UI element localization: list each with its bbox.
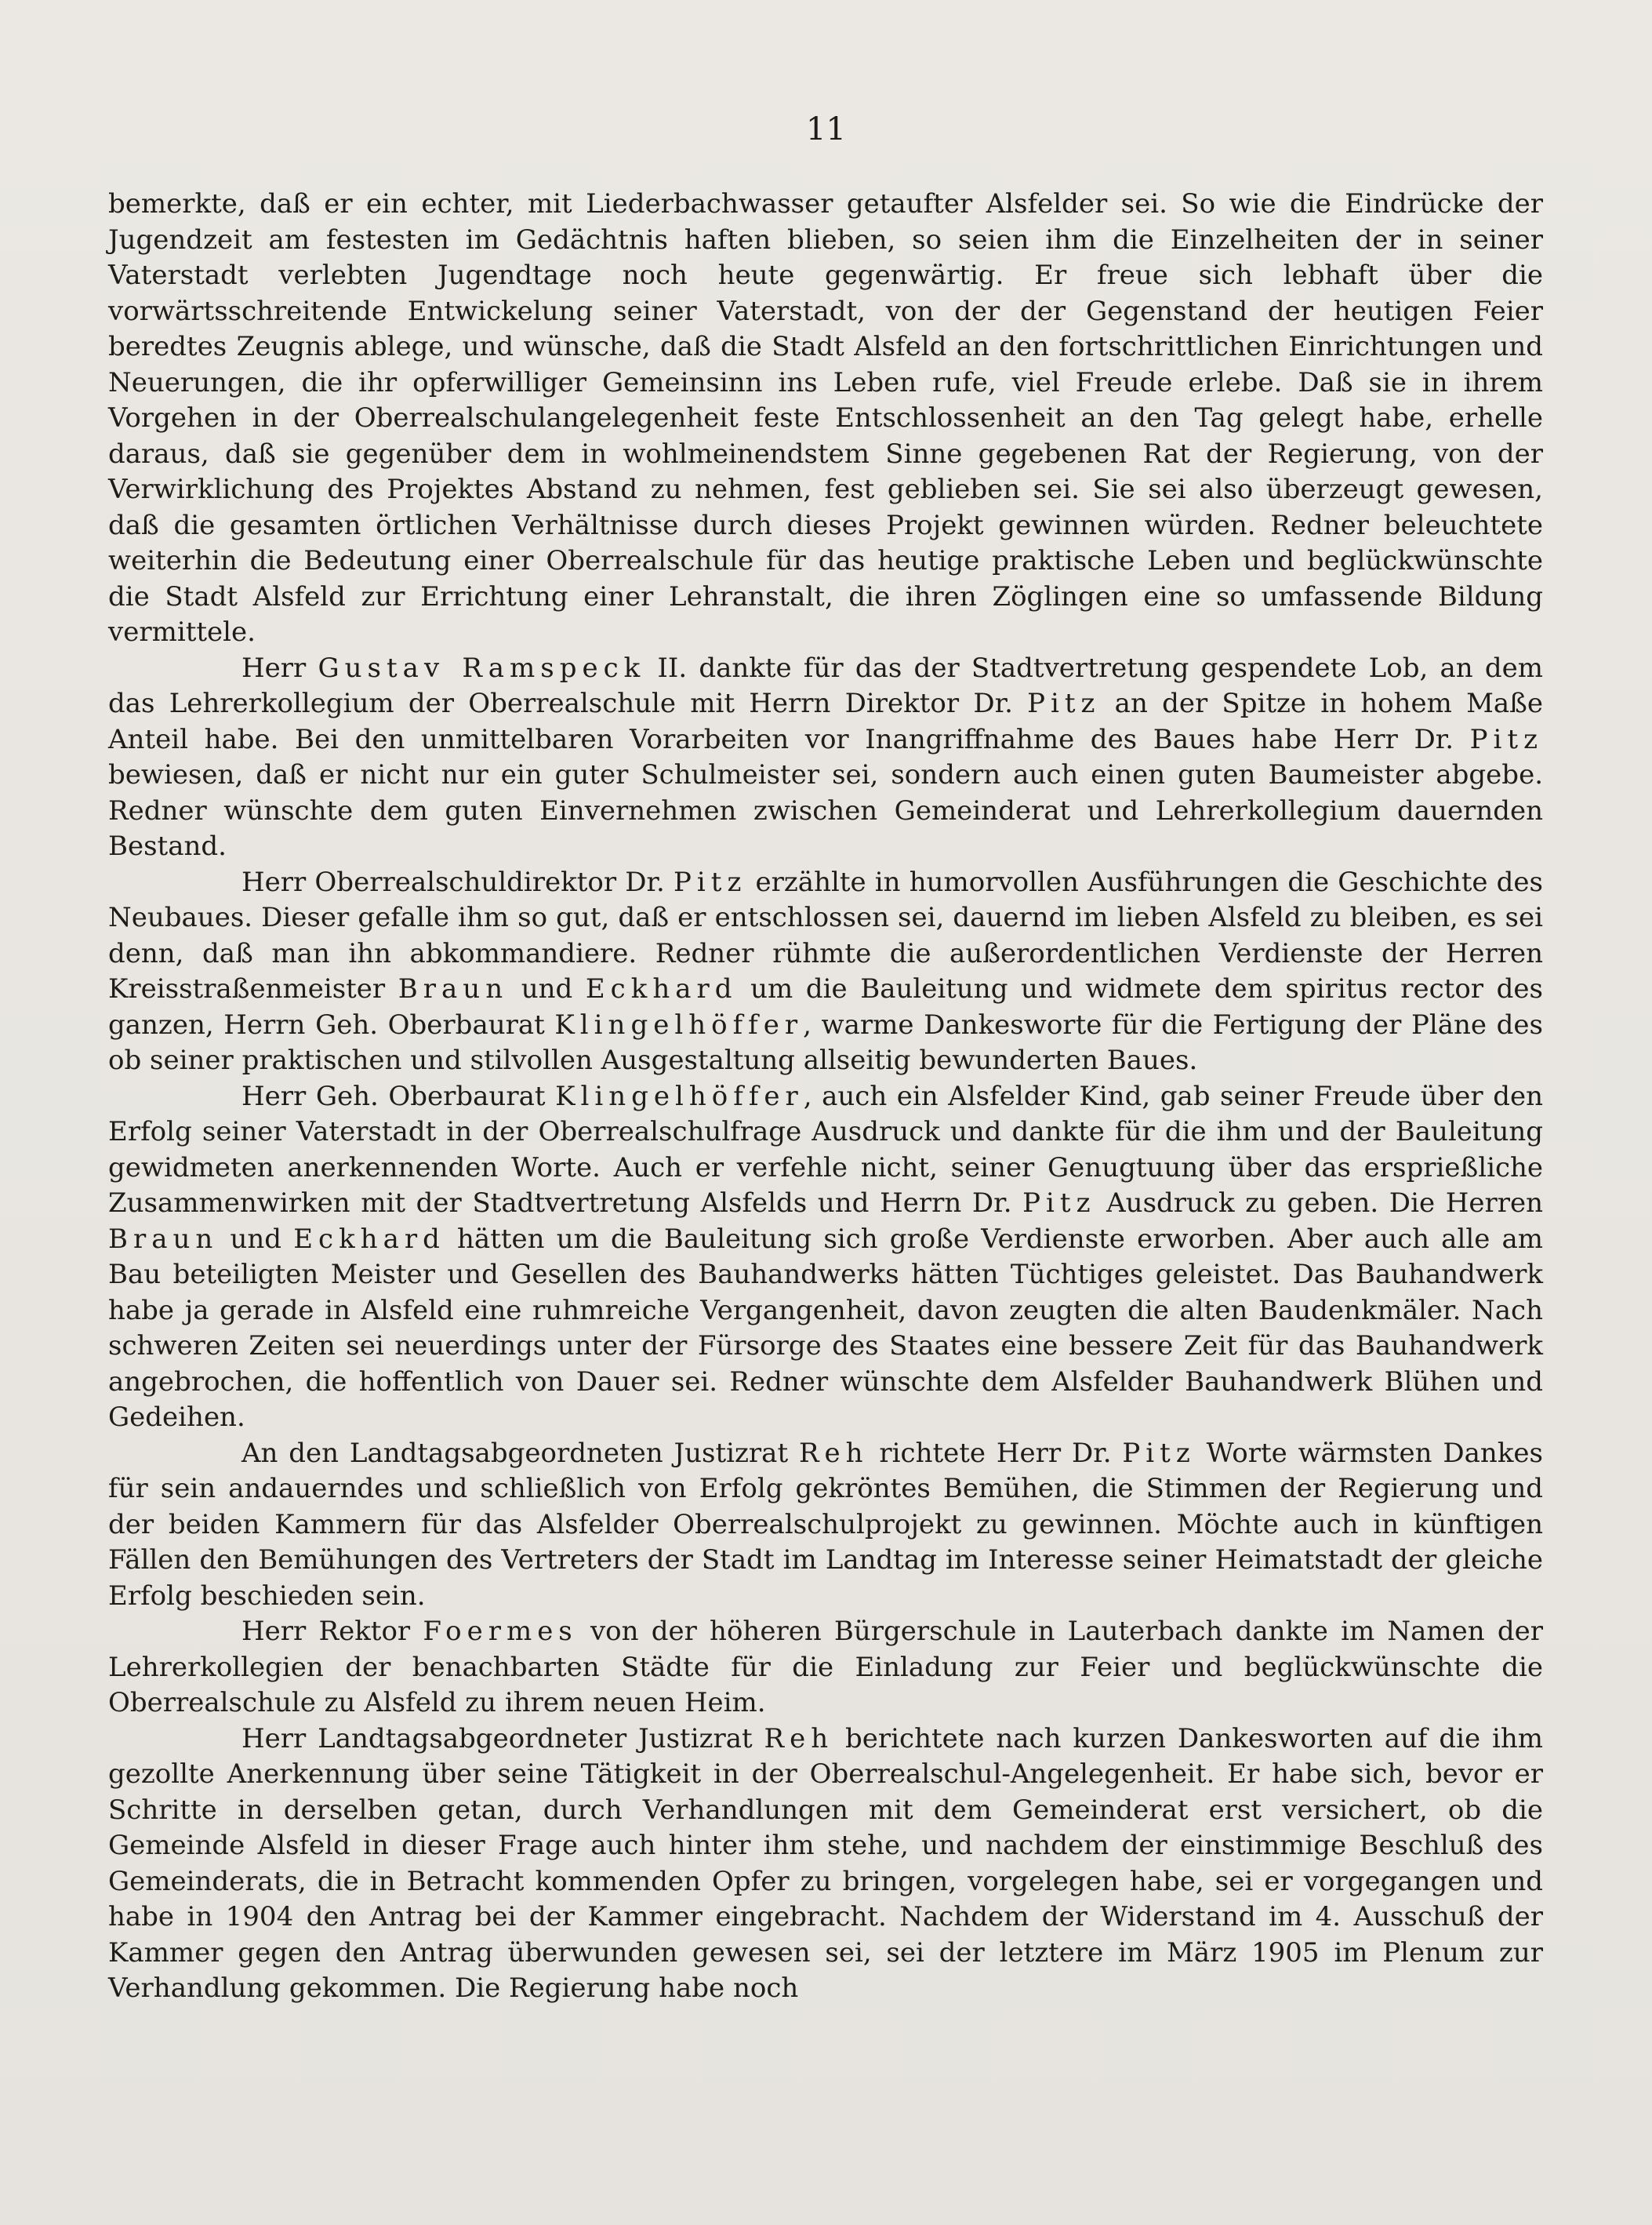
text-run: II. dankte für das der Stadtvertretung gespendete Lob, an dem das Lehrerkollegium der Oberrealschule mit Herrn Direktor Dr.	[108, 652, 1543, 719]
text-run: , warme Dankesworte für die Fertigung der Pläne des ob seiner praktischen und stilvollen Ausgestaltung allseitig bewunderten Baues.	[108, 1009, 1543, 1076]
spaced-name: Foermes	[423, 1616, 578, 1647]
spaced-name: Reh	[798, 1437, 869, 1469]
spaced-name: Klingelhöffer	[555, 1080, 804, 1112]
paragraph	[108, 1436, 1543, 1615]
text-run: und	[218, 1223, 294, 1255]
text-run: um die Bauleitung und widmete dem spiritus rector des ganzen, Herrn Geh. Oberbaurat	[108, 973, 1543, 1041]
text-run: an der Spitze in hohem Maße Anteil habe. Bei den unmittelbaren Vorarbeiten vor Inangriffnahme des Baues habe Herr Dr.	[108, 688, 1544, 755]
spaced-name: Reh	[764, 1722, 834, 1754]
text-run: Worte wärmsten Dankes für sein andauerndes und schließlich von Erfolg gekröntes Bemühen, die Stimmen der Regierung und der beiden Kammern für das Alsfelder Oberrealschulprojekt zu gewinnen. Möchte auch in künftigen Fällen den Bemühungen des Vertreters der Stadt im Landtag im Interesse seiner Heimatstadt der gleiche Erfolg beschieden sein.	[108, 1437, 1543, 1612]
text-run: Herr	[241, 652, 318, 684]
paragraph: bemerkte, daß er ein echter, mit Liederbachwasser getaufter Alsfelder sei. So wie die Eindrücke der Jugendzeit am festesten im Gedächtnis haften blieben, so seien ihm die Einzelheiten der in seiner Vaterstadt verlebten Jugendtage noch heute gegenwärtig. Er freue sich lebhaft über die vorwärtsschreitende Entwickelung seiner Vaterstadt, von der der Gegenstand der heutigen Feier beredtes Zeugnis ablege, und wünsche, daß die Stadt Alsfeld an den fortschrittlichen Einrichtungen und Neuerungen, die ihr opferwilliger Gemeinsinn ins Leben rufe, viel Freude erlebe. Daß sie in ihrem Vorgehen in der Oberrealschulangelegenheit feste Entschlossenheit an den Tag gelegt habe, erhelle daraus, daß sie gegenüber dem in wohlmeinendstem Sinne gegebenen Rat der Regierung, von der Verwirklichung des Projektes Abstand zu nehmen, fest geblieben sei. Sie sei also überzeugt gewesen, daß die gesamten örtlichen Verhältnisse durch dieses Projekt gewinnen würden. Redner beleuchtete weiterhin die Bedeutung einer Oberrealschule für das heutige praktische Leben und beglückwünschte die Stadt Alsfeld zur Errichtung einer Lehranstalt, die ihren Zöglingen eine so umfassende Bildung vermittele.	[108, 188, 1543, 648]
spaced-name: Braun	[398, 973, 509, 1005]
spaced-name: Pitz	[1022, 1187, 1096, 1219]
spaced-name: Pitz	[1027, 688, 1101, 719]
page-number: 11	[806, 111, 846, 147]
spaced-name: Eckhard	[293, 1223, 445, 1255]
text-run: richtete Herr Dr.	[868, 1437, 1123, 1469]
text-run: Herr Landtagsabgeordneter Justizrat	[241, 1722, 764, 1754]
spaced-name: Pitz	[674, 866, 747, 898]
text-run: Herr Geh. Oberbaurat	[241, 1080, 556, 1112]
text-run: An den Landtagsabgeordneten Justizrat	[241, 1437, 799, 1469]
spaced-name: Gustav Ramspeck	[318, 652, 646, 684]
paragraph	[108, 651, 1543, 865]
spaced-name: Braun	[108, 1223, 219, 1255]
paragraph	[108, 1614, 1543, 1721]
text-run: Herr Oberrealschuldirektor Dr.	[241, 866, 674, 898]
text-run: hätten um die Bauleitung sich große Verdienste erworben. Aber auch alle am Bau beteiligten Meister und Gesellen des Bauhandwerks hätten Tüchtiges geleistet. Das Bauhandwerk habe ja gerade in Alsfeld eine ruhmreiche Vergangenheit, davon zeugten die alten Baudenkmäler. Nach schweren Zeiten sei neuerdings unter der Fürsorge des Staates eine bessere Zeit für das Bauhandwerk angebrochen, die hoffentlich von Dauer sei. Redner wünschte dem Alsfelder Bauhandwerk Blühen und Gedeihen.	[108, 1223, 1543, 1433]
spaced-name: Eckhard	[585, 973, 738, 1005]
text-run: Ausdruck zu geben. Die Herren	[1095, 1187, 1544, 1219]
text-run: , auch ein Alsfelder Kind, gab seiner Freude über den Erfolg seiner Vaterstadt in der Oberrealschulfrage Ausdruck und dankte für die ihm und der Bauleitung gewidmeten anerkennenden Worte. Auch er verfehle nicht, seiner Genugtuung über das ersprießliche Zusammenwirken mit der Stadtvertretung Alsfelds und Herrn Dr.	[108, 1080, 1543, 1219]
text-run: Herr Rektor	[241, 1616, 423, 1647]
spaced-name: Klingelhöffer	[554, 1009, 804, 1041]
paragraph	[108, 865, 1543, 1079]
spaced-name: Pitz	[1122, 1437, 1196, 1469]
text-run: und	[508, 973, 586, 1005]
paragraph	[108, 1721, 1543, 2007]
text-run: bewiesen, daß er nicht nur ein guter Schulmeister sei, sondern auch einen guten Baumeister abgebe. Redner wünschte dem guten Einvernehmen zwischen Gemeinderat und Lehrerkollegium dauernden Bestand.	[108, 759, 1543, 862]
spaced-name: Pitz	[1469, 723, 1543, 755]
text-run: erzählte in humorvollen Ausführungen die Geschichte des Neubaues. Dieser gefalle ihm so gut, daß er entschlossen sei, dauernd im lieben Alsfeld zu bleiben, es sei denn, daß man ihn abkommandiere. Redner rühmte die außerordentlichen Verdienste der Herren Kreisstraßenmeister	[108, 866, 1543, 1005]
text-run: von der höheren Bürgerschule in Lauterbach dankte im Namen der Lehrerkollegien der benachbarten Städte für die Einladung zur Feier und beglückwünschte die Oberrealschule zu Alsfeld zu ihrem neuen Heim.	[108, 1616, 1543, 1718]
paragraph	[108, 1079, 1543, 1436]
text-run: berichtete nach kurzen Dankesworten auf die ihm gezollte Anerkennung über seine Tätigkeit in der Oberrealschul-Angelegenheit. Er habe sich, bevor er Schritte in derselben getan, durch Verhandlungen mit dem Gemeinderat erst versichert, ob die Gemeinde Alsfeld in dieser Frage auch hinter ihm stehe, und nachdem der einstimmige Beschluß des Gemeinderats, die in Betracht kommenden Opfer zu bringen, vorgelegen habe, sei er vorgegangen und habe in 1904 den Antrag bei der Kammer eingebracht. Nachdem der Widerstand im 4. Ausschuß der Kammer gegen den Antrag überwunden gewesen sei, sei der letztere im März 1905 im Plenum zur Verhandlung gekommen. Die Regierung habe noch	[108, 1722, 1543, 2004]
body-text	[108, 187, 1543, 2007]
